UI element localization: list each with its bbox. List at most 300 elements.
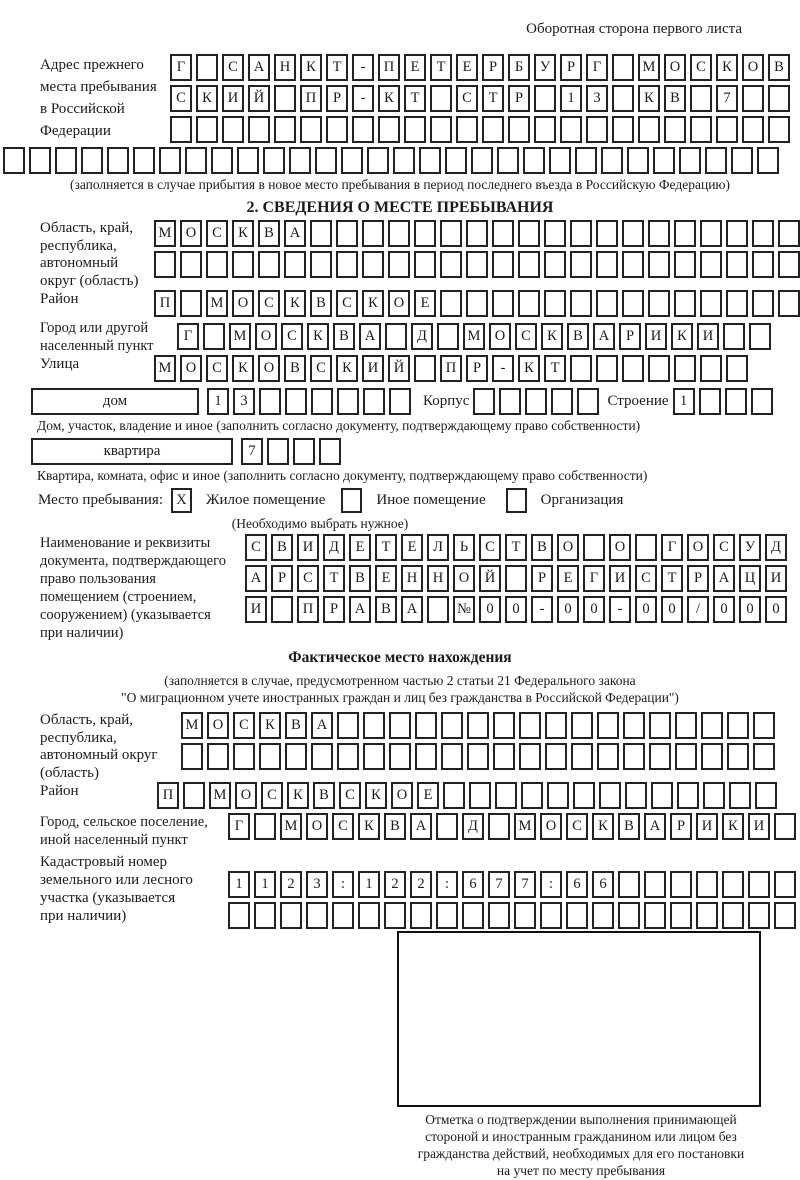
char-cell[interactable] bbox=[577, 388, 599, 415]
char-cell[interactable] bbox=[748, 871, 770, 898]
char-cell[interactable] bbox=[154, 251, 176, 278]
char-cell[interactable]: 0 bbox=[713, 596, 735, 623]
char-cell[interactable] bbox=[414, 355, 436, 382]
char-cell[interactable]: 0 bbox=[583, 596, 605, 623]
char-cell[interactable] bbox=[622, 355, 644, 382]
char-cell[interactable]: Р bbox=[670, 813, 692, 840]
char-cell[interactable]: С bbox=[261, 782, 283, 809]
char-cell[interactable] bbox=[430, 85, 452, 112]
char-cell[interactable]: П bbox=[297, 596, 319, 623]
char-cell[interactable] bbox=[729, 782, 751, 809]
char-cell[interactable] bbox=[170, 116, 192, 143]
char-cell[interactable] bbox=[727, 743, 749, 770]
char-cell[interactable] bbox=[599, 782, 621, 809]
char-cell[interactable]: С bbox=[635, 565, 657, 592]
char-cell[interactable]: А bbox=[359, 323, 381, 350]
char-cell[interactable]: Н bbox=[401, 565, 423, 592]
char-cell[interactable]: : bbox=[540, 871, 562, 898]
char-cell[interactable] bbox=[232, 251, 254, 278]
char-cell[interactable]: К bbox=[300, 54, 322, 81]
char-cell[interactable] bbox=[544, 290, 566, 317]
char-cell[interactable]: 7 bbox=[241, 438, 263, 465]
char-cell[interactable]: Й bbox=[248, 85, 270, 112]
char-cell[interactable]: 1 bbox=[207, 388, 229, 415]
char-cell[interactable]: Е bbox=[349, 534, 371, 561]
char-cell[interactable]: А bbox=[245, 565, 267, 592]
char-cell[interactable] bbox=[271, 596, 293, 623]
char-cell[interactable]: С bbox=[170, 85, 192, 112]
char-cell[interactable] bbox=[440, 220, 462, 247]
char-cell[interactable] bbox=[703, 782, 725, 809]
char-cell[interactable] bbox=[514, 902, 536, 929]
char-cell[interactable] bbox=[107, 147, 129, 174]
char-cell[interactable]: К bbox=[541, 323, 563, 350]
char-cell[interactable] bbox=[597, 743, 619, 770]
char-cell[interactable] bbox=[752, 220, 774, 247]
char-cell[interactable] bbox=[752, 251, 774, 278]
char-cell[interactable]: К bbox=[284, 290, 306, 317]
char-cell[interactable] bbox=[757, 147, 779, 174]
char-cell[interactable] bbox=[363, 712, 385, 739]
char-cell[interactable] bbox=[774, 871, 796, 898]
char-cell[interactable] bbox=[300, 116, 322, 143]
char-cell[interactable] bbox=[181, 743, 203, 770]
char-cell[interactable] bbox=[337, 388, 359, 415]
char-cell[interactable]: И bbox=[222, 85, 244, 112]
char-cell[interactable] bbox=[518, 290, 540, 317]
char-cell[interactable]: К bbox=[307, 323, 329, 350]
char-cell[interactable]: В bbox=[384, 813, 406, 840]
char-cell[interactable]: И bbox=[765, 565, 787, 592]
char-cell[interactable]: В bbox=[375, 596, 397, 623]
char-cell[interactable] bbox=[237, 147, 259, 174]
char-cell[interactable]: / bbox=[687, 596, 709, 623]
char-cell[interactable] bbox=[222, 116, 244, 143]
char-cell[interactable] bbox=[596, 220, 618, 247]
char-cell[interactable] bbox=[389, 743, 411, 770]
char-cell[interactable] bbox=[583, 534, 605, 561]
char-cell[interactable] bbox=[768, 116, 790, 143]
char-cell[interactable] bbox=[415, 743, 437, 770]
char-cell[interactable] bbox=[544, 220, 566, 247]
char-cell[interactable] bbox=[326, 116, 348, 143]
char-cell[interactable]: П bbox=[300, 85, 322, 112]
char-cell[interactable]: О bbox=[489, 323, 511, 350]
char-cell[interactable] bbox=[596, 290, 618, 317]
char-cell[interactable]: Е bbox=[414, 290, 436, 317]
char-cell[interactable] bbox=[384, 902, 406, 929]
char-cell[interactable]: К bbox=[716, 54, 738, 81]
char-cell[interactable]: 1 bbox=[560, 85, 582, 112]
char-cell[interactable]: С bbox=[515, 323, 537, 350]
char-cell[interactable] bbox=[211, 147, 233, 174]
char-cell[interactable] bbox=[675, 712, 697, 739]
char-cell[interactable] bbox=[493, 712, 515, 739]
char-cell[interactable]: М bbox=[154, 355, 176, 382]
char-cell[interactable] bbox=[521, 782, 543, 809]
char-cell[interactable]: 0 bbox=[557, 596, 579, 623]
char-cell[interactable] bbox=[159, 147, 181, 174]
char-cell[interactable] bbox=[700, 251, 722, 278]
char-cell[interactable] bbox=[696, 902, 718, 929]
char-cell[interactable] bbox=[670, 902, 692, 929]
char-cell[interactable]: В bbox=[271, 534, 293, 561]
char-cell[interactable]: 7 bbox=[514, 871, 536, 898]
char-cell[interactable] bbox=[196, 116, 218, 143]
char-cell[interactable]: И bbox=[696, 813, 718, 840]
char-cell[interactable] bbox=[363, 388, 385, 415]
char-cell[interactable] bbox=[540, 902, 562, 929]
char-cell[interactable]: Р bbox=[466, 355, 488, 382]
char-cell[interactable] bbox=[467, 712, 489, 739]
char-cell[interactable]: Н bbox=[427, 565, 449, 592]
char-cell[interactable]: П bbox=[154, 290, 176, 317]
char-cell[interactable]: О bbox=[306, 813, 328, 840]
char-cell[interactable]: К bbox=[287, 782, 309, 809]
char-cell[interactable]: О bbox=[232, 290, 254, 317]
char-cell[interactable] bbox=[547, 782, 569, 809]
char-cell[interactable] bbox=[469, 782, 491, 809]
char-cell[interactable] bbox=[441, 743, 463, 770]
char-cell[interactable]: Т bbox=[375, 534, 397, 561]
char-cell[interactable] bbox=[726, 355, 748, 382]
char-cell[interactable] bbox=[488, 902, 510, 929]
char-cell[interactable] bbox=[753, 712, 775, 739]
char-cell[interactable] bbox=[492, 251, 514, 278]
char-cell[interactable]: Р bbox=[687, 565, 709, 592]
char-cell[interactable] bbox=[440, 290, 462, 317]
char-cell[interactable] bbox=[725, 388, 747, 415]
char-cell[interactable] bbox=[534, 85, 556, 112]
char-cell[interactable]: О bbox=[540, 813, 562, 840]
char-cell[interactable] bbox=[722, 902, 744, 929]
char-cell[interactable] bbox=[254, 902, 276, 929]
char-cell[interactable]: 6 bbox=[592, 871, 614, 898]
char-cell[interactable] bbox=[716, 116, 738, 143]
char-cell[interactable] bbox=[648, 355, 670, 382]
char-cell[interactable] bbox=[679, 147, 701, 174]
char-cell[interactable]: В bbox=[768, 54, 790, 81]
char-cell[interactable]: Е bbox=[401, 534, 423, 561]
char-cell[interactable]: 3 bbox=[233, 388, 255, 415]
char-cell[interactable] bbox=[545, 712, 567, 739]
char-cell[interactable]: Р bbox=[560, 54, 582, 81]
char-cell[interactable]: В bbox=[531, 534, 553, 561]
stay-type-checkbox-organization[interactable] bbox=[506, 488, 527, 513]
char-cell[interactable] bbox=[612, 85, 634, 112]
char-cell[interactable]: С bbox=[222, 54, 244, 81]
char-cell[interactable] bbox=[651, 782, 673, 809]
char-cell[interactable] bbox=[259, 743, 281, 770]
char-cell[interactable] bbox=[378, 116, 400, 143]
char-cell[interactable] bbox=[306, 902, 328, 929]
char-cell[interactable] bbox=[649, 743, 671, 770]
char-cell[interactable] bbox=[473, 388, 495, 415]
char-cell[interactable] bbox=[248, 116, 270, 143]
char-cell[interactable] bbox=[601, 147, 623, 174]
char-cell[interactable]: О bbox=[742, 54, 764, 81]
char-cell[interactable]: С bbox=[206, 220, 228, 247]
char-cell[interactable] bbox=[180, 290, 202, 317]
char-cell[interactable] bbox=[570, 355, 592, 382]
char-cell[interactable]: А bbox=[713, 565, 735, 592]
char-cell[interactable] bbox=[389, 388, 411, 415]
char-cell[interactable] bbox=[180, 251, 202, 278]
char-cell[interactable]: О bbox=[664, 54, 686, 81]
char-cell[interactable]: 3 bbox=[306, 871, 328, 898]
char-cell[interactable]: С bbox=[258, 290, 280, 317]
char-cell[interactable] bbox=[701, 743, 723, 770]
char-cell[interactable]: В bbox=[618, 813, 640, 840]
char-cell[interactable]: В bbox=[333, 323, 355, 350]
char-cell[interactable]: Т bbox=[326, 54, 348, 81]
char-cell[interactable]: О bbox=[687, 534, 709, 561]
char-cell[interactable] bbox=[440, 251, 462, 278]
char-cell[interactable] bbox=[497, 147, 519, 174]
char-cell[interactable] bbox=[690, 85, 712, 112]
char-cell[interactable]: С bbox=[297, 565, 319, 592]
char-cell[interactable] bbox=[648, 290, 670, 317]
char-cell[interactable]: С bbox=[245, 534, 267, 561]
char-cell[interactable] bbox=[488, 813, 510, 840]
char-cell[interactable] bbox=[519, 712, 541, 739]
char-cell[interactable] bbox=[545, 743, 567, 770]
char-cell[interactable]: М bbox=[229, 323, 251, 350]
char-cell[interactable] bbox=[29, 147, 51, 174]
char-cell[interactable] bbox=[441, 712, 463, 739]
char-cell[interactable]: И bbox=[362, 355, 384, 382]
char-cell[interactable]: Г bbox=[170, 54, 192, 81]
char-cell[interactable]: С bbox=[479, 534, 501, 561]
char-cell[interactable] bbox=[674, 220, 696, 247]
char-cell[interactable]: - bbox=[609, 596, 631, 623]
char-cell[interactable]: Е bbox=[404, 54, 426, 81]
char-cell[interactable] bbox=[677, 782, 699, 809]
char-cell[interactable]: О bbox=[453, 565, 475, 592]
char-cell[interactable]: У bbox=[739, 534, 761, 561]
char-cell[interactable] bbox=[778, 290, 800, 317]
char-cell[interactable]: 0 bbox=[635, 596, 657, 623]
char-cell[interactable] bbox=[596, 251, 618, 278]
char-cell[interactable]: Г bbox=[586, 54, 608, 81]
char-cell[interactable]: Г bbox=[177, 323, 199, 350]
char-cell[interactable] bbox=[748, 902, 770, 929]
char-cell[interactable] bbox=[492, 220, 514, 247]
char-cell[interactable]: 1 bbox=[254, 871, 276, 898]
char-cell[interactable]: М bbox=[514, 813, 536, 840]
char-cell[interactable] bbox=[731, 147, 753, 174]
char-cell[interactable]: 6 bbox=[566, 871, 588, 898]
char-cell[interactable] bbox=[696, 871, 718, 898]
char-cell[interactable] bbox=[280, 902, 302, 929]
char-cell[interactable] bbox=[723, 323, 745, 350]
char-cell[interactable]: Ь bbox=[453, 534, 475, 561]
char-cell[interactable]: К bbox=[638, 85, 660, 112]
char-cell[interactable] bbox=[315, 147, 337, 174]
char-cell[interactable] bbox=[385, 323, 407, 350]
char-cell[interactable] bbox=[437, 323, 459, 350]
char-cell[interactable]: Й bbox=[388, 355, 410, 382]
char-cell[interactable] bbox=[207, 743, 229, 770]
char-cell[interactable]: 1 bbox=[673, 388, 695, 415]
char-cell[interactable]: Р bbox=[326, 85, 348, 112]
char-cell[interactable] bbox=[337, 712, 359, 739]
char-cell[interactable]: Т bbox=[404, 85, 426, 112]
char-cell[interactable] bbox=[774, 902, 796, 929]
char-cell[interactable] bbox=[644, 902, 666, 929]
char-cell[interactable] bbox=[388, 220, 410, 247]
char-cell[interactable]: М bbox=[181, 712, 203, 739]
char-cell[interactable] bbox=[508, 116, 530, 143]
char-cell[interactable] bbox=[742, 116, 764, 143]
char-cell[interactable]: Н bbox=[274, 54, 296, 81]
char-cell[interactable] bbox=[495, 782, 517, 809]
char-cell[interactable]: 7 bbox=[716, 85, 738, 112]
char-cell[interactable]: О bbox=[255, 323, 277, 350]
char-cell[interactable]: П bbox=[440, 355, 462, 382]
char-cell[interactable] bbox=[627, 147, 649, 174]
char-cell[interactable]: Т bbox=[482, 85, 504, 112]
char-cell[interactable] bbox=[493, 743, 515, 770]
char-cell[interactable] bbox=[534, 116, 556, 143]
house-name-box[interactable]: дом bbox=[31, 388, 199, 415]
char-cell[interactable]: 0 bbox=[505, 596, 527, 623]
char-cell[interactable]: К bbox=[365, 782, 387, 809]
char-cell[interactable] bbox=[414, 220, 436, 247]
char-cell[interactable] bbox=[285, 743, 307, 770]
char-cell[interactable] bbox=[341, 147, 363, 174]
char-cell[interactable] bbox=[544, 251, 566, 278]
char-cell[interactable] bbox=[285, 388, 307, 415]
char-cell[interactable]: А bbox=[644, 813, 666, 840]
char-cell[interactable]: С bbox=[456, 85, 478, 112]
char-cell[interactable]: М bbox=[638, 54, 660, 81]
char-cell[interactable] bbox=[690, 116, 712, 143]
char-cell[interactable] bbox=[206, 251, 228, 278]
char-cell[interactable]: Т bbox=[505, 534, 527, 561]
char-cell[interactable] bbox=[274, 85, 296, 112]
char-cell[interactable]: П bbox=[157, 782, 179, 809]
char-cell[interactable] bbox=[575, 147, 597, 174]
char-cell[interactable]: 1 bbox=[358, 871, 380, 898]
char-cell[interactable] bbox=[414, 251, 436, 278]
char-cell[interactable]: Т bbox=[323, 565, 345, 592]
char-cell[interactable]: - bbox=[352, 85, 374, 112]
char-cell[interactable]: Т bbox=[544, 355, 566, 382]
char-cell[interactable]: О bbox=[235, 782, 257, 809]
char-cell[interactable]: К bbox=[196, 85, 218, 112]
char-cell[interactable]: В bbox=[285, 712, 307, 739]
char-cell[interactable]: М bbox=[154, 220, 176, 247]
char-cell[interactable]: С bbox=[566, 813, 588, 840]
char-cell[interactable] bbox=[233, 743, 255, 770]
char-cell[interactable] bbox=[267, 438, 289, 465]
char-cell[interactable]: О bbox=[557, 534, 579, 561]
char-cell[interactable] bbox=[675, 743, 697, 770]
char-cell[interactable] bbox=[525, 388, 547, 415]
char-cell[interactable] bbox=[612, 54, 634, 81]
char-cell[interactable] bbox=[722, 871, 744, 898]
char-cell[interactable]: И bbox=[245, 596, 267, 623]
char-cell[interactable]: С bbox=[690, 54, 712, 81]
char-cell[interactable]: О bbox=[391, 782, 413, 809]
char-cell[interactable] bbox=[571, 743, 593, 770]
char-cell[interactable]: К bbox=[232, 220, 254, 247]
char-cell[interactable]: И bbox=[297, 534, 319, 561]
char-cell[interactable] bbox=[625, 782, 647, 809]
char-cell[interactable] bbox=[332, 902, 354, 929]
char-cell[interactable]: М bbox=[280, 813, 302, 840]
char-cell[interactable]: 7 bbox=[488, 871, 510, 898]
char-cell[interactable]: Е bbox=[375, 565, 397, 592]
char-cell[interactable] bbox=[336, 220, 358, 247]
char-cell[interactable]: Р bbox=[271, 565, 293, 592]
char-cell[interactable]: 2 bbox=[280, 871, 302, 898]
char-cell[interactable]: Д bbox=[411, 323, 433, 350]
char-cell[interactable] bbox=[254, 813, 276, 840]
char-cell[interactable]: К bbox=[671, 323, 693, 350]
char-cell[interactable] bbox=[755, 782, 777, 809]
char-cell[interactable]: Е bbox=[417, 782, 439, 809]
char-cell[interactable]: М bbox=[206, 290, 228, 317]
char-cell[interactable]: К bbox=[362, 290, 384, 317]
char-cell[interactable] bbox=[367, 147, 389, 174]
char-cell[interactable] bbox=[623, 712, 645, 739]
char-cell[interactable] bbox=[638, 116, 660, 143]
char-cell[interactable] bbox=[430, 116, 452, 143]
char-cell[interactable] bbox=[196, 54, 218, 81]
char-cell[interactable]: В bbox=[258, 220, 280, 247]
char-cell[interactable] bbox=[393, 147, 415, 174]
char-cell[interactable]: В bbox=[349, 565, 371, 592]
char-cell[interactable]: 3 bbox=[586, 85, 608, 112]
char-cell[interactable] bbox=[700, 290, 722, 317]
char-cell[interactable]: - bbox=[492, 355, 514, 382]
char-cell[interactable] bbox=[311, 743, 333, 770]
char-cell[interactable]: 2 bbox=[384, 871, 406, 898]
char-cell[interactable] bbox=[618, 902, 640, 929]
char-cell[interactable] bbox=[466, 220, 488, 247]
char-cell[interactable] bbox=[518, 220, 540, 247]
char-cell[interactable] bbox=[670, 871, 692, 898]
char-cell[interactable] bbox=[293, 438, 315, 465]
char-cell[interactable] bbox=[523, 147, 545, 174]
char-cell[interactable]: М bbox=[209, 782, 231, 809]
char-cell[interactable]: К bbox=[232, 355, 254, 382]
char-cell[interactable]: Е bbox=[557, 565, 579, 592]
char-cell[interactable] bbox=[436, 813, 458, 840]
char-cell[interactable]: С bbox=[713, 534, 735, 561]
char-cell[interactable] bbox=[492, 290, 514, 317]
char-cell[interactable] bbox=[362, 251, 384, 278]
char-cell[interactable] bbox=[466, 251, 488, 278]
char-cell[interactable] bbox=[427, 596, 449, 623]
char-cell[interactable] bbox=[570, 220, 592, 247]
char-cell[interactable] bbox=[570, 251, 592, 278]
char-cell[interactable]: И bbox=[645, 323, 667, 350]
char-cell[interactable] bbox=[597, 712, 619, 739]
char-cell[interactable] bbox=[674, 290, 696, 317]
char-cell[interactable] bbox=[445, 147, 467, 174]
char-cell[interactable] bbox=[701, 712, 723, 739]
char-cell[interactable]: - bbox=[352, 54, 374, 81]
char-cell[interactable] bbox=[653, 147, 675, 174]
char-cell[interactable] bbox=[726, 251, 748, 278]
char-cell[interactable]: К bbox=[358, 813, 380, 840]
char-cell[interactable] bbox=[389, 712, 411, 739]
char-cell[interactable] bbox=[742, 85, 764, 112]
char-cell[interactable] bbox=[443, 782, 465, 809]
